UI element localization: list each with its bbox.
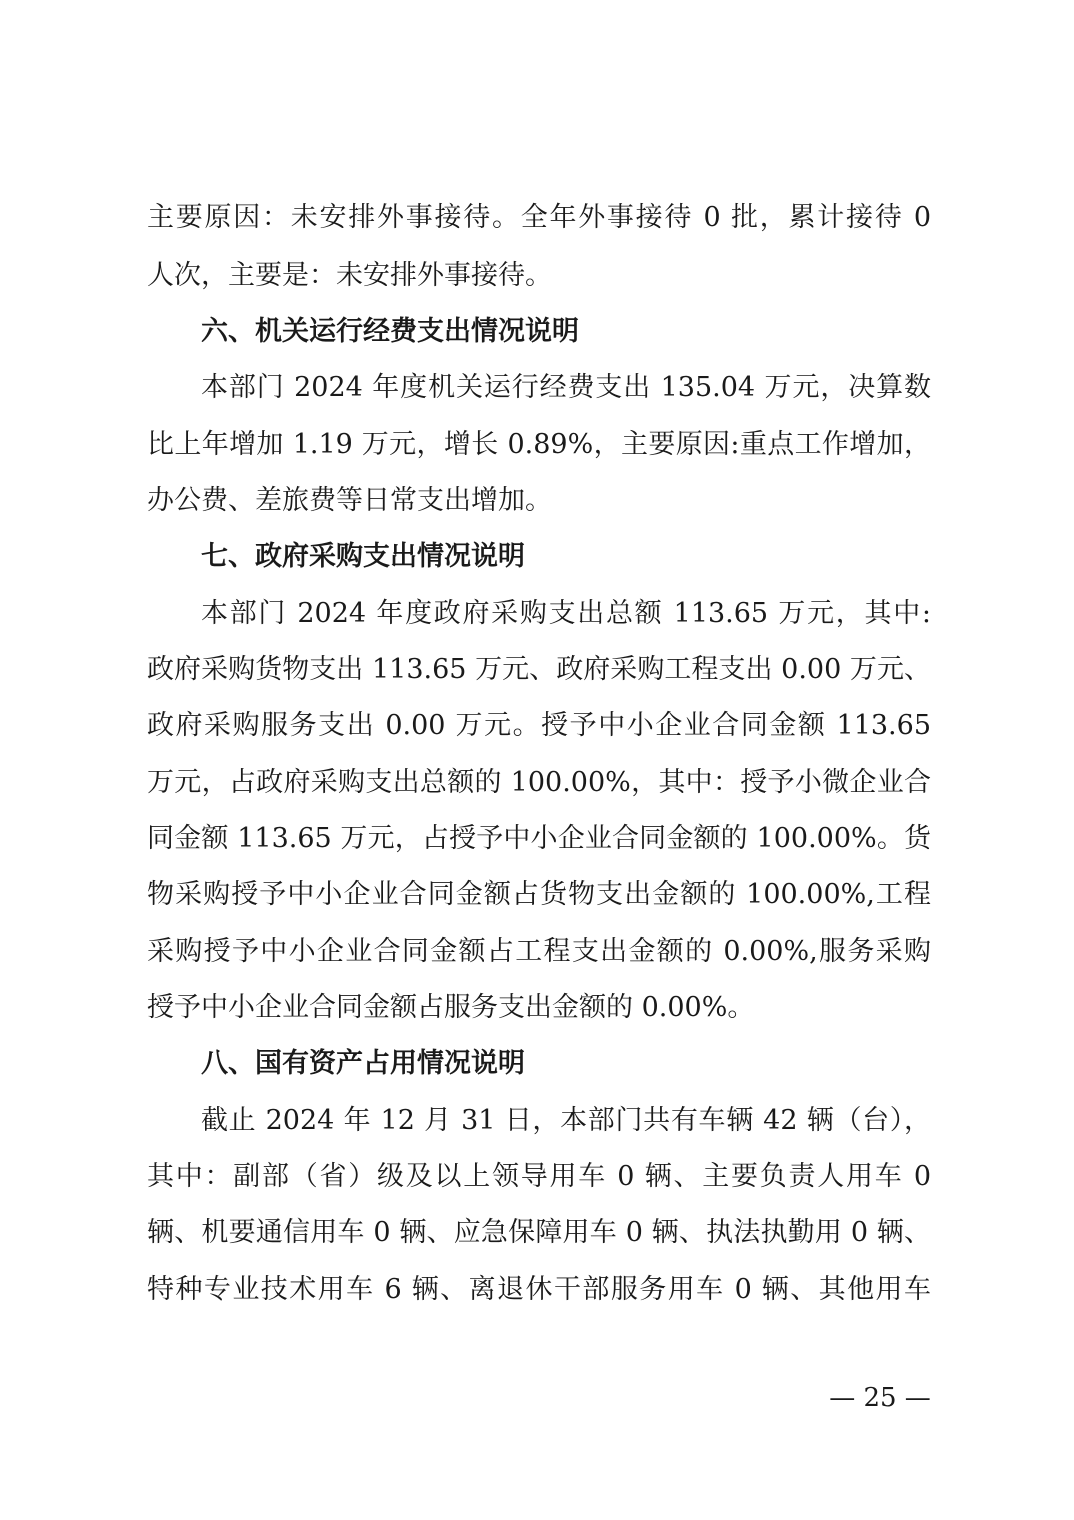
- body-line: 特种专业技术用车 6 辆、离退休干部服务用车 0 辆、其他用车: [147, 1274, 931, 1305]
- body-line: 万元，占政府采购支出总额的 100.00%，其中：授予小微企业合: [147, 767, 931, 798]
- body-line: 人次，主要是：未安排外事接待。: [147, 260, 552, 291]
- body-line: 辆、机要通信用车 0 辆、应急保障用车 0 辆、执法执勤用 0 辆、: [147, 1217, 931, 1248]
- page-number: — 25 —: [829, 1383, 931, 1413]
- body-line: 主要原因：未安排外事接待。全年外事接待 0 批，累计接待 0: [147, 202, 931, 233]
- body-line: 比上年增加 1.19 万元，增长 0.89%，主要原因:重点工作增加，: [147, 429, 931, 460]
- body-line: 其中：副部（省）级及以上领导用车 0 辆、主要负责人用车 0: [147, 1161, 931, 1192]
- section-heading-8: 八、国有资产占用情况说明: [201, 1048, 525, 1079]
- body-line: 物采购授予中小企业合同金额占货物支出金额的 100.00%,工程: [147, 879, 931, 910]
- paragraph-first-line: 截止 2024 年 12 月 31 日，本部门共有车辆 42 辆（台），: [201, 1105, 931, 1136]
- paragraph-first-line: 本部门 2024 年度机关运行经费支出 135.04 万元，决算数: [201, 372, 931, 403]
- body-line: 采购授予中小企业合同金额占工程支出金额的 0.00%,服务采购: [147, 936, 931, 967]
- paragraph-first-line: 本部门 2024 年度政府采购支出总额 113.65 万元，其中:: [201, 598, 931, 629]
- body-line: 办公费、差旅费等日常支出增加。: [147, 485, 552, 516]
- body-line: 政府采购服务支出 0.00 万元。授予中小企业合同金额 113.65: [147, 710, 931, 741]
- section-heading-6: 六、机关运行经费支出情况说明: [201, 316, 579, 347]
- body-line: 同金额 113.65 万元，占授予中小企业合同金额的 100.00%。货: [147, 823, 931, 854]
- body-line: 政府采购货物支出 113.65 万元、政府采购工程支出 0.00 万元、: [147, 654, 931, 685]
- body-line: 授予中小企业合同金额占服务支出金额的 0.00%。: [147, 992, 755, 1023]
- section-heading-7: 七、政府采购支出情况说明: [201, 541, 525, 572]
